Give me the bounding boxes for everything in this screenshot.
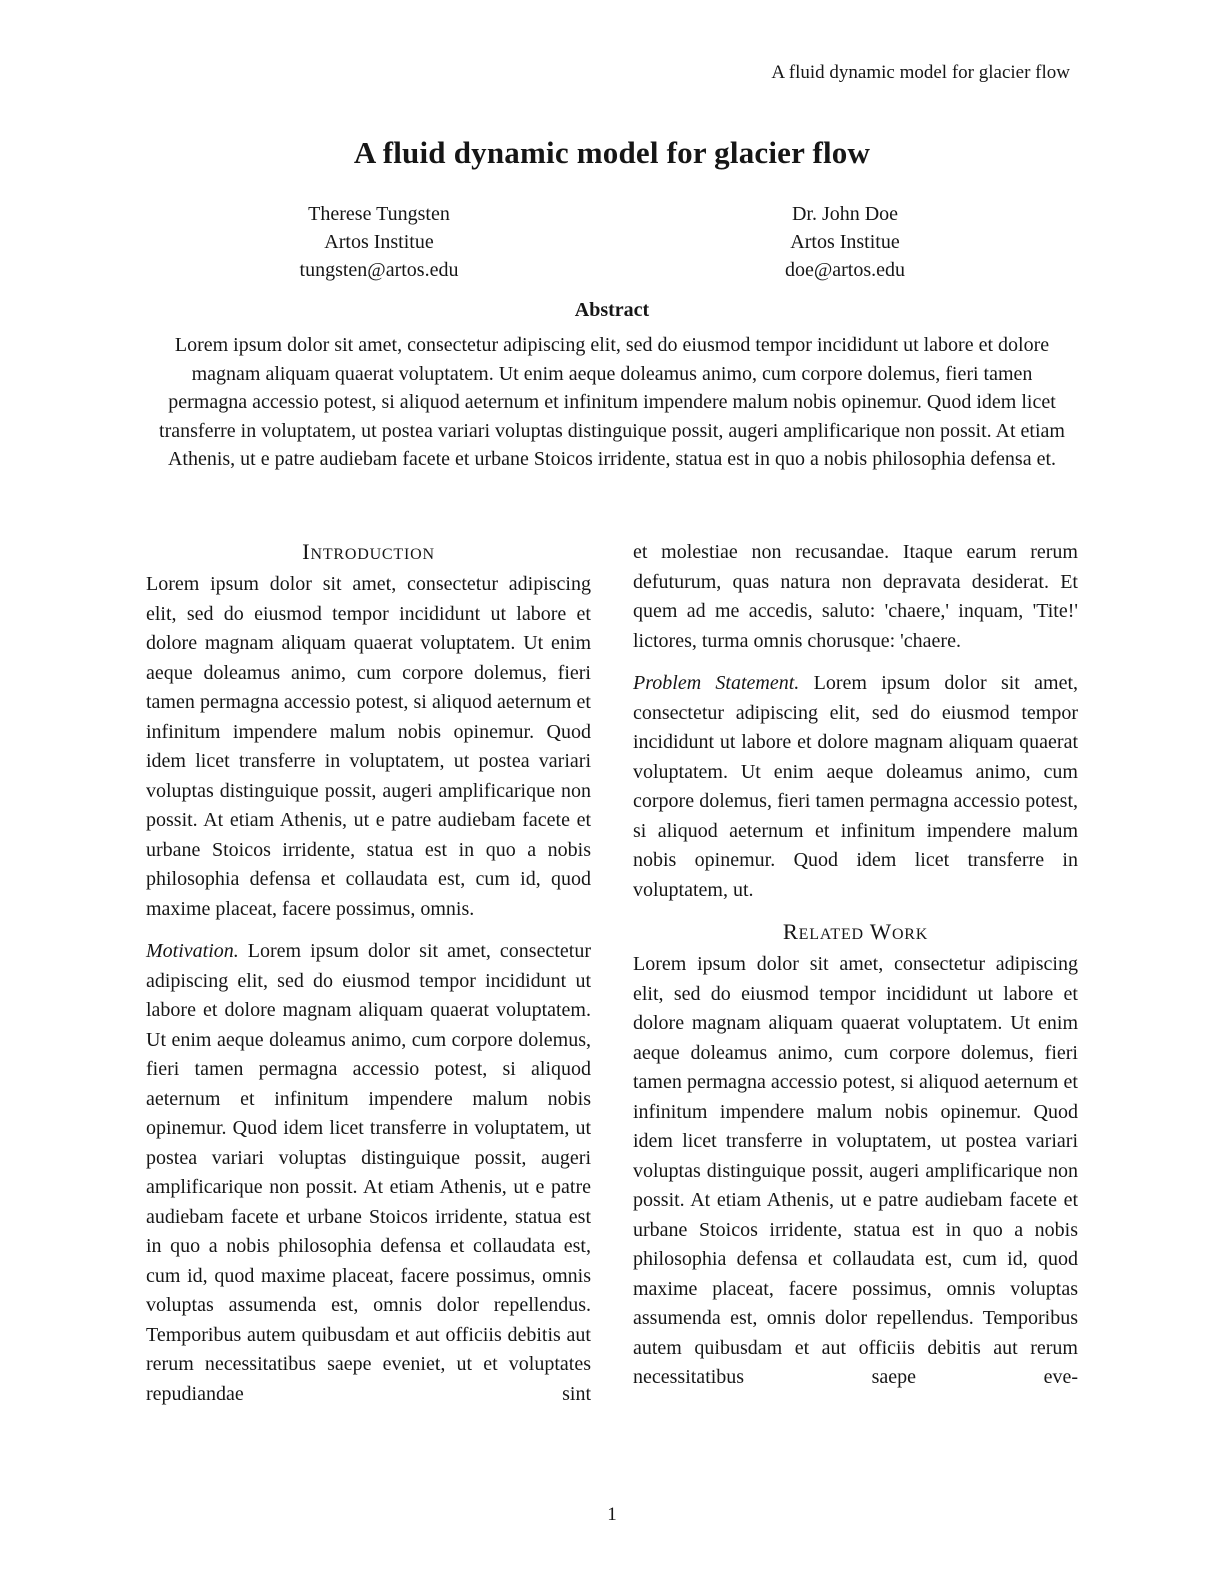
author-email: tungsten@artos.edu (299, 259, 459, 281)
section-heading-introduction: Introduction (302, 539, 435, 564)
problem-statement-paragraph (633, 669, 1078, 905)
right-column (633, 538, 1078, 1409)
author-affiliation: Artos Institue (324, 231, 434, 253)
author-affiliation: Artos Institue (790, 231, 900, 253)
page-number: 1 (607, 1504, 617, 1525)
paper-title: A fluid dynamic model for glacier flow (353, 135, 871, 170)
section-heading-related-work: Related Work (782, 919, 929, 944)
motivation-paragraph-continued: et molestiae non recusandae. Itaque earum rerum defuturum, quas natura non depravata desiderat. Et quem ad me accedis, saluto: 'chaere,' inquam, 'Tite!' lictores, turma omnis chorusque: 'chaere. (633, 541, 1078, 652)
author-name: Therese Tungsten (308, 203, 450, 225)
related-work-paragraph: Lorem ipsum dolor sit amet, consectetur adipiscing elit, sed do eiusmod tempor incididunt ut labore et dolore magnam aliquam quaerat voluptatem. Ut enim aeque doleamus animo, cum corpore dolemus, fieri tamen permagna accessio potest, si aliquod aeternum et infinitum impendere malum nobis opinemur. Quod idem licet transferre in voluptatem, ut postea variari voluptas distinguique possit, augeri amplificarique non possit. At etiam Athenis, ut e patre audiebam facete et urbane Stoicos irridente, statua est in quo a nobis philosophia defensa et collaudata est, cum id, quod maxime placeat, facere possimus, omnis voluptas assumenda est, omnis dolor repellendus. Temporibus autem quibusdam et aut officiis debitis aut rerum necessitatibus saepe eve- (633, 953, 1078, 1388)
author-block-1 (146, 200, 612, 284)
abstract-text: Lorem ipsum dolor sit amet, consectetur adipiscing elit, sed do eiusmod tempor incididunt ut labore et dolore magnam aliquam quaerat voluptatem. Ut enim aeque doleamus animo, cum corpore dolemus, fieri tamen permagna accessio potest, si aliquod aeternum et infinitum impendere malum nobis opinemur. Quod idem licet transferre in voluptatem, ut postea variari voluptas distinguique possit, augeri amplificarique non possit. At etiam Athenis, ut e patre audiebam facete et urbane Stoicos irridente, statua est in quo a nobis philosophia defensa et. (159, 334, 1065, 471)
running-header: A fluid dynamic model for glacier flow (771, 62, 1070, 83)
problem-statement-run-in-label: Problem Statement. (633, 672, 800, 694)
introduction-paragraph: Lorem ipsum dolor sit amet, consectetur adipiscing elit, sed do eiusmod tempor incididunt ut labore et dolore magnam aliquam quaerat voluptatem. Ut enim aeque doleamus animo, cum corpore dolemus, fieri tamen permagna accessio potest, si aliquod aeternum et infinitum impendere malum nobis opinemur. Quod idem licet transferre in voluptatem, ut postea variari voluptas distinguique possit, augeri amplificarique non possit. At etiam Athenis, ut e patre audiebam facete et urbane Stoicos irridente, statua est in quo a nobis philosophia defensa et collaudata est, cum id, quod maxime placeat, facere possimus, omnis. (146, 573, 591, 920)
two-column-body (146, 538, 1078, 1409)
motivation-paragraph-text: Lorem ipsum dolor sit amet, consectetur adipiscing elit, sed do eiusmod tempor incididunt ut labore et dolore magnam aliquam quaerat voluptatem. Ut enim aeque doleamus animo, cum corpore dolemus, fieri tamen permagna accessio potest, si aliquod aeternum et infinitum impendere malum nobis opinemur. Quod idem licet transferre in voluptatem, ut postea variari voluptas distinguique possit, augeri amplificarique non possit. At etiam Athenis, ut e patre audiebam facete et urbane Stoicos irridente, statua est in quo a nobis philosophia defensa et collaudata est, cum id, quod maxime placeat, facere possimus, omnis voluptas assumenda est, omnis dolor repellendus. Temporibus autem quibusdam et aut officiis debitis aut rerum necessitatibus saepe eveniet, ut et voluptates repudiandae sint (146, 940, 591, 1405)
author-email: doe@artos.edu (784, 259, 906, 281)
motivation-run-in-label: Motivation. (146, 940, 239, 962)
author-row (146, 200, 1078, 284)
motivation-paragraph (146, 937, 591, 1409)
left-column (146, 538, 591, 1409)
abstract-heading: Abstract (574, 299, 650, 321)
author-name: Dr. John Doe (791, 203, 899, 225)
author-block-2 (612, 200, 1078, 284)
problem-statement-paragraph-text: Lorem ipsum dolor sit amet, consectetur adipiscing elit, sed do eiusmod tempor incididunt ut labore et dolore magnam aliquam quaerat voluptatem. Ut enim aeque doleamus animo, cum corpore dolemus, fieri tamen permagna accessio potest, si aliquod aeternum et infinitum impendere malum nobis opinemur. Quod idem licet transferre in voluptatem, ut. (633, 672, 1079, 901)
